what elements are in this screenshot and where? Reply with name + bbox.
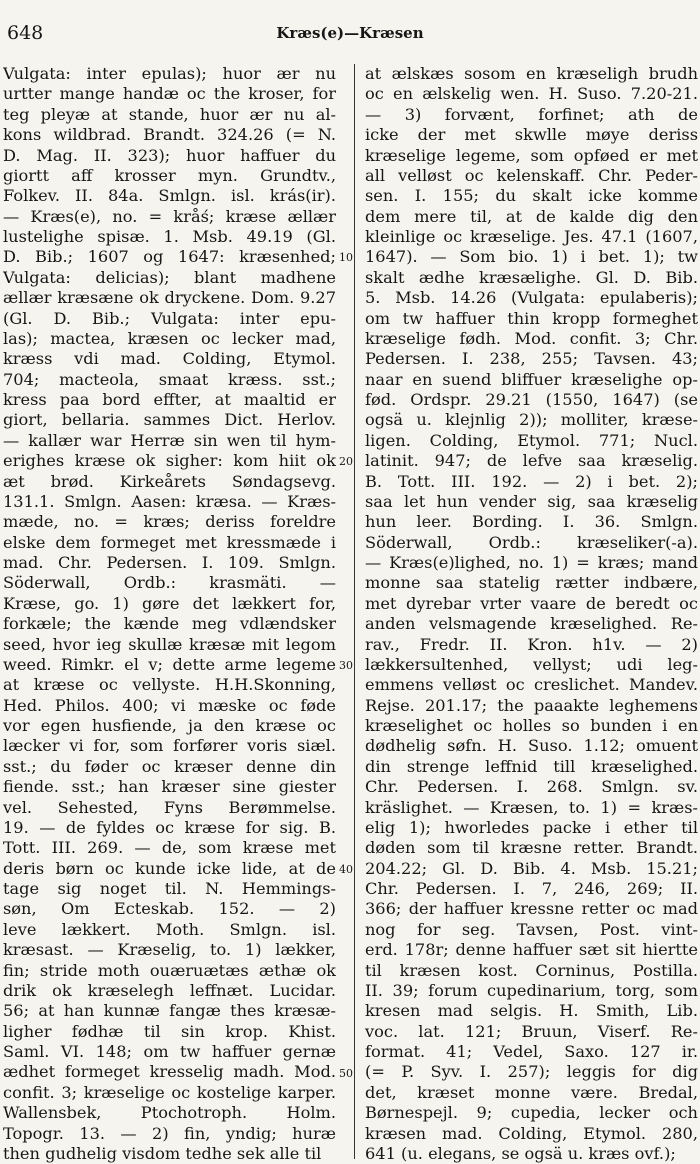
text-line: Tott. III. 269. — de, som kræse met	[3, 838, 336, 858]
text-line: Pedersen. I. 238, 255; Tavsen. 43;	[365, 349, 698, 369]
text-line: seed, hvor ieg skullæ kræsæ mit legom	[3, 634, 336, 654]
text-line: sen. I. 155; du skalt icke komme	[365, 186, 698, 206]
page-number: 648	[7, 22, 44, 44]
text-line: dem mere til, at de kalde dig den	[365, 206, 698, 226]
text-line: Hed. Philos. 400; vi mæske oc føde	[3, 695, 336, 715]
text-line: Vulgata: inter epulas); huor ær nu	[3, 64, 336, 83]
text-line: 1647). — Som bio. 1) i bet. 1); tw	[365, 247, 698, 267]
text-line: nog for seg. Tavsen, Post. vint-	[365, 919, 698, 939]
text-line: Chr. Pedersen. I. 7, 246, 269; II.	[365, 879, 698, 898]
text-line: voc. lat. 121; Bruun, Viserf. Re-	[365, 1021, 698, 1041]
text-line: saa let hun vender sig, saa kræselig	[365, 491, 698, 511]
text-line: emmens velløst oc creslichet. Mandev.	[365, 675, 698, 695]
text-line: søn, Om Ecteskab. 152. — 2)	[3, 899, 336, 919]
text-line: teg pleyæ at stande, huor ær nu al-	[3, 104, 336, 124]
text-line: kræselighet oc holles so bunden i en	[365, 716, 698, 735]
text-line: kleinlige oc kræselige. Jes. 47.1 (1607,	[365, 227, 698, 246]
text-line: Rejse. 201.17; the paaakte leghemens	[365, 695, 698, 715]
line-number: 20	[339, 455, 353, 469]
text-line: vor egen husfiende, ja den kræse oc	[3, 716, 336, 735]
text-line: dødhelig søfn. H. Suso. 1.12; omuent	[365, 736, 698, 756]
text-line: kons wildbrad. Brandt. 324.26 (= N.	[3, 125, 336, 145]
text-line: anden velsmagende kræselighed. Re-	[365, 614, 698, 634]
text-line: Folkev. II. 84a. Smlgn. isl. krás(ir).	[3, 186, 336, 206]
text-line: 204.22; Gl. D. Bib. 4. Msb. 15.21;	[365, 858, 698, 878]
text-line: ællær kræsæne ok dryckene. Dom. 9.27	[3, 288, 336, 308]
text-line: kræselige legeme, som opføed er met	[365, 145, 698, 165]
text-line: lustelighe spisæ. 1. Msb. 49.19 (Gl.	[3, 227, 336, 246]
text-line: B. Tott. III. 192. — 2) i bet. 2);	[365, 471, 698, 491]
text-line: met dyrebar vrter vaare de beredt oc	[365, 593, 698, 613]
line-number: 10	[339, 251, 353, 265]
left-column	[3, 64, 336, 1164]
text-line: elig 1); hworledes packe i ether til	[365, 817, 698, 837]
text-line: erighes kræse ok sigher: kom hiit ok	[3, 451, 336, 471]
text-line: icke der met skwlle møye deriss	[365, 125, 698, 145]
text-line: om tw haffuer thin kropp formeghet	[365, 308, 698, 328]
text-line: — Kræs(e), no. = kråś; kræse ællær	[3, 206, 336, 226]
text-line: kræss vdi mad. Colding, Etymol.	[3, 349, 336, 369]
text-line: æt brød. Kirkeårets Søndagsevg.	[3, 471, 336, 491]
text-line: naar en suend bliffuer kræselighe op-	[365, 369, 698, 389]
text-line: tage sig noget til. N. Hemmings-	[3, 879, 336, 898]
text-line: at ælskæs sosom en kræseligh brudh	[365, 64, 698, 83]
text-line: skalt ædhe kræsælighe. Gl. D. Bib.	[365, 267, 698, 287]
text-line: fin; stride moth ouæruætæs æthæ ok	[3, 960, 336, 980]
text-line: D. Bib.; 1607 og 1647: kræsenhed;	[3, 247, 336, 267]
text-line: confit. 3; kræselige oc kostelige karper.	[3, 1082, 336, 1102]
text-line: sst.; du føder oc kræser denne din	[3, 756, 336, 776]
text-line: ligen. Colding, Etymol. 771; Nucl.	[365, 430, 698, 450]
text-line: — kallær war Herræ sin wen til hym-	[3, 430, 336, 450]
text-line: then gudhelig visdom tedhe sek alle til	[3, 1143, 322, 1163]
text-line: 19. — de fyldes oc kræse for sig. B.	[3, 817, 336, 837]
text-line: drik ok kræselegh leffnæt. Lucidar.	[3, 980, 336, 1000]
text-line: døden som til kræsne retter. Brandt.	[365, 838, 698, 858]
text-line: kresen mad selgis. H. Smith, Lib.	[365, 1001, 698, 1021]
text-line: ædhet formeget kresselig madh. Mod.	[3, 1062, 336, 1082]
text-line: giort, bellaria. sammes Dict. Herlov.	[3, 410, 336, 430]
text-line: kress paa bord effter, at maaltid er	[3, 390, 336, 409]
text-line: — Kræs(e)lighed, no. 1) = kræs; mand	[365, 553, 698, 572]
text-line: Söderwall, Ordb.: kræseliker(-a).	[365, 532, 698, 552]
line-number: 50	[339, 1066, 353, 1080]
text-line: din strenge leffnid till kræselighed.	[365, 756, 698, 776]
text-line: kræsen mad. Colding, Etymol. 280,	[365, 1123, 698, 1143]
text-line: kräslighet. — Kræsen, to. 1) = kræs-	[365, 797, 698, 817]
text-line: det, kræset monne være. Bredal,	[365, 1082, 698, 1102]
text-line: oc en ælskelig wen. H. Suso. 7.20-21.	[365, 84, 698, 104]
text-line: II. 39; forum cupedinarium, torg, som	[365, 980, 698, 1000]
text-line: 56; at han kunnæ fangæ thes kræsæ-	[3, 1001, 336, 1021]
text-line: leve lækkert. Moth. Smlgn. isl.	[3, 919, 336, 939]
text-line: las); mactea, kræsen oc lecker mad,	[3, 328, 336, 348]
text-line: rav., Fredr. II. Kron. h1v. — 2)	[365, 634, 698, 654]
text-line: Saml. VI. 148; om tw haffuer gernæ	[3, 1042, 336, 1061]
text-line: Wallensbek, Ptochotroph. Holm.	[3, 1103, 336, 1123]
text-line: (= P. Syv. I. 257); leggis for dig	[365, 1062, 698, 1082]
text-line: urtter mange handæ oc the kroser, for	[3, 84, 336, 104]
text-line: 131.1. Smlgn. Aasen: kræsa. — Kræs-	[3, 491, 336, 511]
text-line: læcker vi for, som forfører voris siæl.	[3, 736, 336, 756]
text-line: — 3) forvænt, forfinet; ath de	[365, 104, 698, 124]
right-column	[365, 64, 698, 1164]
text-line: 5. Msb. 14.26 (Vulgata: epulaberis);	[365, 288, 698, 308]
text-line: monne saa statelig rætter indbære,	[365, 573, 698, 593]
text-line: lækkersultenhed, vellyst; udi leg-	[365, 654, 698, 674]
text-line: (Gl. D. Bib.; Vulgata: inter epu-	[3, 308, 336, 328]
text-line: erd. 178r; denne haffuer sæt sit hiertte	[365, 940, 698, 960]
text-line: deris børn oc kunde icke lide, at de	[3, 858, 336, 878]
text-line: 366; der haffuer kressne retter oc mad	[365, 899, 698, 919]
text-line: giortt aff krosser myn. Grundtv.,	[3, 165, 336, 185]
text-line: 641 (u. elegans, se ogsä u. kræs ovf.);	[365, 1143, 676, 1163]
text-line: Kræse, go. 1) gøre det lækkert for,	[3, 593, 336, 613]
running-head: Kræs(e)—Kræsen	[276, 24, 424, 42]
text-line: at kræse oc vellyste. H.H.Skonning,	[3, 675, 336, 695]
text-line: forkæle; the kænde meg vdlændsker	[3, 614, 336, 634]
text-line: weed. Rimkr. el v; dette arme legeme	[3, 654, 336, 674]
line-number: 40	[339, 862, 353, 876]
text-line: Topogr. 13. — 2) fin, yndig; huræ	[3, 1123, 336, 1143]
text-line: mæde, no. = kræs; deriss foreldre	[3, 512, 336, 532]
text-line: ligher fødhæ til sin krop. Khist.	[3, 1021, 336, 1041]
text-line: vel. Sehested, Fyns Berømmelse.	[3, 797, 336, 817]
text-line: all velløst oc kelenskaff. Chr. Peder-	[365, 165, 698, 185]
text-line: ogsä u. klejnlig 2)); molliter, kræse-	[365, 410, 698, 430]
text-line: Børnespejl. 9; cupedia, lecker och	[365, 1103, 698, 1123]
text-line: Söderwall, Ordb.: krasmäti. —	[3, 573, 336, 593]
text-line: D. Mag. II. 323); huor haffuer du	[3, 145, 336, 165]
text-line: hun leer. Bording. I. 36. Smlgn.	[365, 512, 698, 532]
text-line: til kræsen kost. Corninus, Postilla.	[365, 960, 698, 980]
column-divider	[354, 64, 355, 1159]
text-line: 704; macteola, smaat kræss. sst.;	[3, 369, 336, 389]
line-number: 30	[339, 659, 353, 673]
text-line: latinit. 947; de lefve saa kræselig.	[365, 451, 698, 471]
text-line: fød. Ordspr. 29.21 (1550, 1647) (se	[365, 390, 698, 409]
text-line: format. 41; Vedel, Saxo. 127 ir.	[365, 1042, 698, 1061]
text-line: kræsast. — Kræselig, to. 1) lækker,	[3, 940, 336, 960]
text-line: kræselige fødh. Mod. confit. 3; Chr.	[365, 328, 698, 348]
text-line: Chr. Pedersen. I. 268. Smlgn. sv.	[365, 777, 698, 797]
text-line: fiende. sst.; han kræser sine giester	[3, 777, 336, 797]
text-line: Vulgata: delicias); blant madhene	[3, 267, 336, 287]
text-line: mad. Chr. Pedersen. I. 109. Smlgn.	[3, 553, 336, 572]
text-line: elske dem formeget met kressmæde i	[3, 532, 336, 552]
page-header	[0, 0, 700, 52]
